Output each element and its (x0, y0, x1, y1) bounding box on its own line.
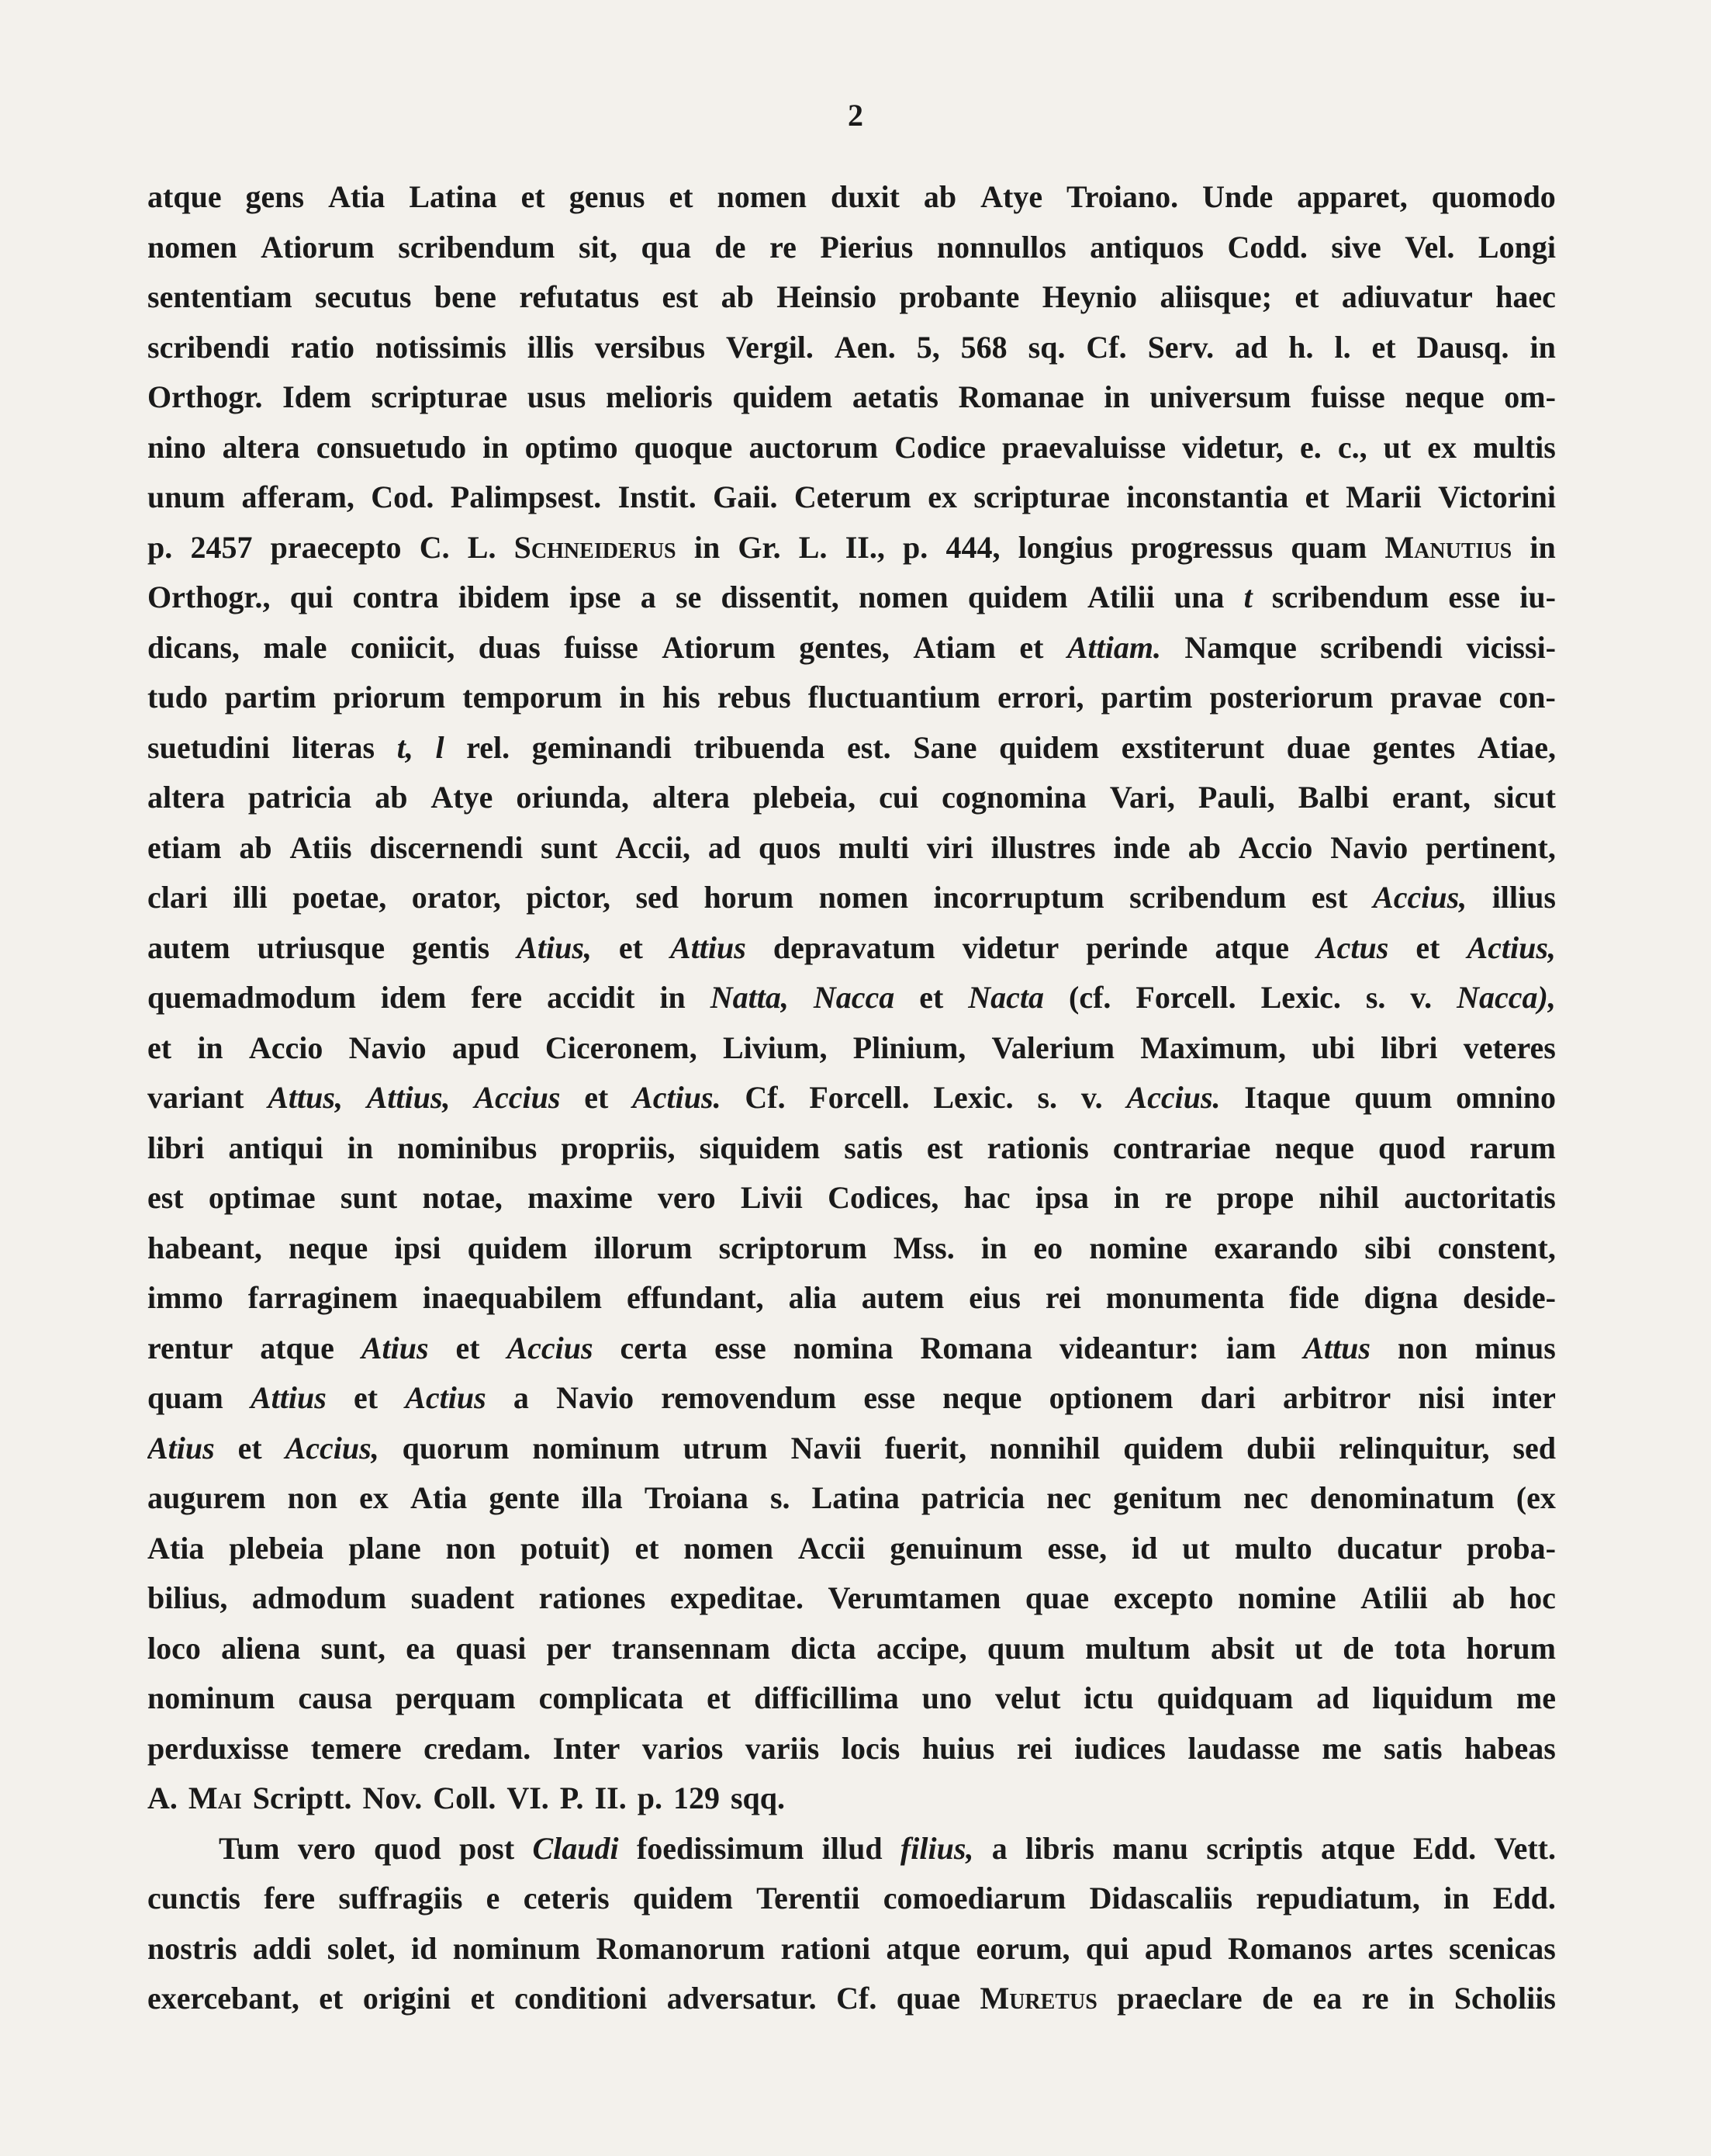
text-line: scribendi ratio notissimis illis versibus Vergil. Aen. 5, 568 sq. Cf. Serv. ad h. l. et Dausq. in (147, 329, 1556, 365)
text-line: sententiam secutus bene refutatus est ab Heinsio probante Heynio aliisque; et adiuvatur haec (147, 279, 1556, 314)
text-line: libri antiqui in nominibus propriis, siquidem satis est rationis contrariae neque quod rarum (147, 1130, 1556, 1165)
text-line: unum afferam, Cod. Palimpsest. Instit. Gaii. Ceterum ex scripturae inconstantia et Marii Victorini (147, 479, 1556, 514)
text-line: perduxisse temere credam. Inter varios variis locis huius rei iudices laudasse me satis habeas (147, 1730, 1556, 1766)
text-line: bilius, admodum suadent rationes expeditae. Verumtamen quae excepto nomine Atilii ab hoc (147, 1580, 1556, 1615)
text-line: clari illi poetae, orator, pictor, sed horum nomen incorruptum scribendum est Accius, illius (147, 880, 1556, 915)
text-line: augurem non ex Atia gente illa Troiana s. Latina patricia nec genitum nec denominatum (ex (147, 1480, 1556, 1515)
text-line: Tum vero quod post Claudi foedissimum illud filius, a libris manu scriptis atque Edd. Vett. (219, 1830, 1556, 1866)
text-line: tudo partim priorum temporum in his rebus fluctuantium errori, partim posteriorum pravae con- (147, 680, 1556, 715)
text-line: Orthogr., qui contra ibidem ipse a se dissentit, nomen quidem Atilii una t scribendum esse iu- (147, 580, 1556, 614)
text-line: Orthogr. Idem scripturae usus melioris quidem aetatis Romanae in universum fuisse neque om- (147, 379, 1556, 414)
text-line: habeant, neque ipsi quidem illorum scriptorum Mss. in eo nomine exarando sibi constent, (147, 1230, 1556, 1265)
text-line: cunctis fere suffragiis e ceteris quidem Terentii comoediarum Didascaliis repudiatum, in Edd. (147, 1881, 1556, 1915)
text-line: nominum causa perquam complicata et difficillima uno velut ictu quidquam ad liquidum me (147, 1680, 1556, 1715)
text-line: atque gens Atia Latina et genus et nomen duxit ab Atye Troiano. Unde apparet, quomodo (147, 179, 1556, 214)
text-line: nino altera consuetudo in optimo quoque auctorum Codice praevaluisse videtur, e. c., ut ex multis (147, 429, 1556, 465)
text-line: nomen Atiorum scribendum sit, qua de re Pierius nonnullos antiquos Codd. sive Vel. Longi (147, 229, 1556, 265)
text-line: nostris addi solet, id nominum Romanorum rationi atque eorum, qui apud Romanos artes scenicas (147, 1930, 1556, 1966)
text-line: etiam ab Atiis discernendi sunt Accii, ad quos multi viri illustres inde ab Accio Navio pertinent, (147, 829, 1556, 865)
text-line: loco aliena sunt, ea quasi per transennam dicta accipe, quum multum absit ut de tota horum (147, 1630, 1556, 1666)
text-line: altera patricia ab Atye oriunda, altera plebeia, cui cognomina Vari, Pauli, Balbi erant, sicut (147, 780, 1556, 815)
text-line: rentur atque Atius et Accius certa esse nomina Romana videantur: iam Attus non minus (147, 1330, 1556, 1365)
text-line: est optimae sunt notae, maxime vero Livii Codices, hac ipsa in re prope nihil auctoritatis (147, 1180, 1556, 1215)
text-line: dicans, male coniicit, duas fuisse Atiorum gentes, Atiam et Attiam. Namque scribendi vicissi- (147, 629, 1556, 665)
text-line: variant Attus, Attius, Accius et Actius. Cf. Forcell. Lexic. s. v. Accius. Itaque quum omnino (147, 1080, 1556, 1115)
text-line: p. 2457 praecepto C. L. Schneiderus in Gr. L. II., p. 444, longius progressus quam Manutius in (147, 529, 1556, 565)
page-number: 2 (848, 98, 863, 133)
body-text (147, 172, 1556, 2024)
text-line: quemadmodum idem fere accidit in Natta, Nacca et Nacta (cf. Forcell. Lexic. s. v. Nacca), (147, 980, 1556, 1015)
text-line: Atius et Accius, quorum nominum utrum Navii fuerit, nonnihil quidem dubii relinquitur, sed (147, 1430, 1556, 1466)
text-line: A. Mai Scriptt. Nov. Coll. VI. P. II. p. 129 sqq. (147, 1781, 786, 1815)
text-line: suetudini literas t, l rel. geminandi tribuenda est. Sane quidem exstiterunt duae gentes Atiae, (147, 729, 1556, 765)
text-line: quam Attius et Actius a Navio removendum esse neque optionem dari arbitror nisi inter (147, 1380, 1556, 1415)
text-line: et in Accio Navio apud Ciceronem, Livium, Plinium, Valerium Maximum, ubi libri veteres (147, 1030, 1556, 1065)
text-line: exercebant, et origini et conditioni adversatur. Cf. quae Muretus praeclare de ea re in Scholiis (147, 1981, 1556, 2016)
text-line: Atia plebeia plane non potuit) et nomen Accii genuinum esse, id ut multo ducatur proba- (147, 1530, 1556, 1566)
text-line: autem utriusque gentis Atius, et Attius depravatum videtur perinde atque Actus et Actius, (147, 929, 1556, 965)
text-line: immo farraginem inaequabilem effundant, alia autem eius rei monumenta fide digna deside- (147, 1280, 1556, 1315)
